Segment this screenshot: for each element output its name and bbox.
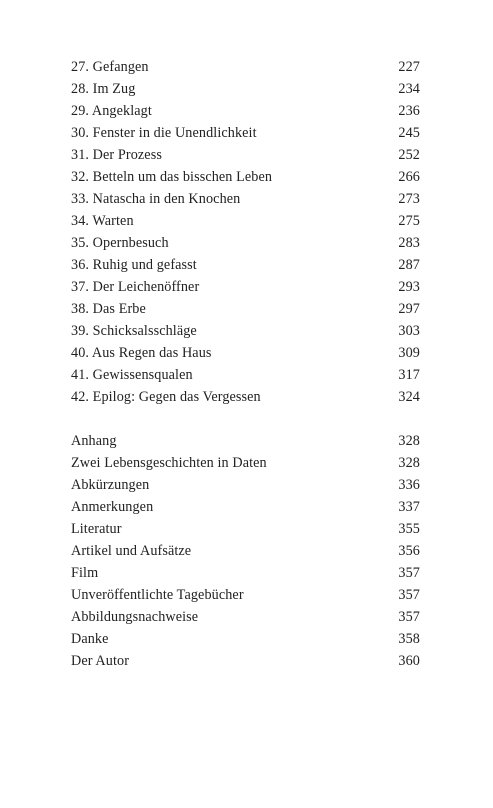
appendix-list [71,430,420,672]
entry-title: Der Autor [71,653,130,669]
entry-title: 40. Aus Regen das Haus [71,345,212,361]
toc-entry [71,562,420,584]
entry-title: 28. Im Zug [71,81,136,97]
entry-page-number: 337 [398,499,420,515]
entry-page-number: 328 [398,455,420,471]
toc-entry [71,496,420,518]
toc-entry [71,166,420,188]
entry-title: 37. Der Leichenöffner [71,279,200,295]
entry-title: Danke [71,631,109,647]
toc-entry [71,518,420,540]
toc-entry [71,254,420,276]
entry-page-number: 293 [398,279,420,295]
entry-page-number: 275 [398,213,420,229]
entry-title: 32. Betteln um das bisschen Leben [71,169,273,185]
entry-title: Unveröffentlichte Tagebücher [71,587,244,603]
toc-entry [71,430,420,452]
toc-entry [71,650,420,672]
entry-page-number: 317 [398,367,420,383]
entry-title: Anhang [71,433,117,449]
entry-title: 30. Fenster in die Unendlichkeit [71,125,257,141]
entry-page-number: 357 [398,565,420,581]
toc-entry [71,540,420,562]
entry-title: Zwei Lebensgeschichten in Daten [71,455,267,471]
entry-title: Abkürzungen [71,477,150,493]
entry-title: Abbildungsnachweise [71,609,199,625]
entry-title: 29. Angeklagt [71,103,152,119]
toc-entry [71,320,420,342]
toc-entry [71,386,420,408]
section-spacer [71,408,420,430]
entry-title: 31. Der Prozess [71,147,162,163]
toc-entry [71,56,420,78]
entry-page-number: 303 [398,323,420,339]
entry-title: 38. Das Erbe [71,301,146,317]
toc-entry [71,122,420,144]
entry-page-number: 287 [398,257,420,273]
entry-page-number: 283 [398,235,420,251]
entry-page-number: 273 [398,191,420,207]
toc-entry [71,188,420,210]
entry-page-number: 357 [398,609,420,625]
entry-title: Artikel und Aufsätze [71,543,192,559]
toc-entry [71,100,420,122]
entry-title: 41. Gewissensqualen [71,367,193,383]
entry-page-number: 245 [398,125,420,141]
entry-page-number: 297 [398,301,420,317]
entry-page-number: 266 [398,169,420,185]
toc-entry [71,606,420,628]
entry-title: Literatur [71,521,122,537]
entry-page-number: 252 [398,147,420,163]
toc-entry [71,298,420,320]
table-of-contents [71,56,420,672]
toc-entry [71,232,420,254]
entry-page-number: 358 [398,631,420,647]
entry-title: Film [71,565,99,581]
chapter-list [71,56,420,408]
toc-entry [71,276,420,298]
entry-page-number: 309 [398,345,420,361]
entry-page-number: 360 [398,653,420,669]
entry-page-number: 328 [398,433,420,449]
entry-page-number: 236 [398,103,420,119]
entry-page-number: 336 [398,477,420,493]
toc-entry [71,210,420,232]
entry-title: 33. Natascha in den Knochen [71,191,241,207]
entry-title: 27. Gefangen [71,59,149,75]
toc-entry [71,144,420,166]
toc-entry [71,342,420,364]
entry-page-number: 355 [398,521,420,537]
entry-page-number: 227 [398,59,420,75]
entry-page-number: 324 [398,389,420,405]
entry-page-number: 357 [398,587,420,603]
toc-entry [71,474,420,496]
entry-title: 39. Schicksalsschläge [71,323,197,339]
entry-title: 42. Epilog: Gegen das Vergessen [71,389,261,405]
toc-entry [71,452,420,474]
toc-entry [71,584,420,606]
entry-page-number: 356 [398,543,420,559]
toc-entry [71,364,420,386]
entry-title: Anmerkungen [71,499,154,515]
entry-title: 34. Warten [71,213,134,229]
entry-title: 36. Ruhig und gefasst [71,257,197,273]
entry-page-number: 234 [398,81,420,97]
toc-entry [71,628,420,650]
entry-title: 35. Opernbesuch [71,235,169,251]
toc-entry [71,78,420,100]
